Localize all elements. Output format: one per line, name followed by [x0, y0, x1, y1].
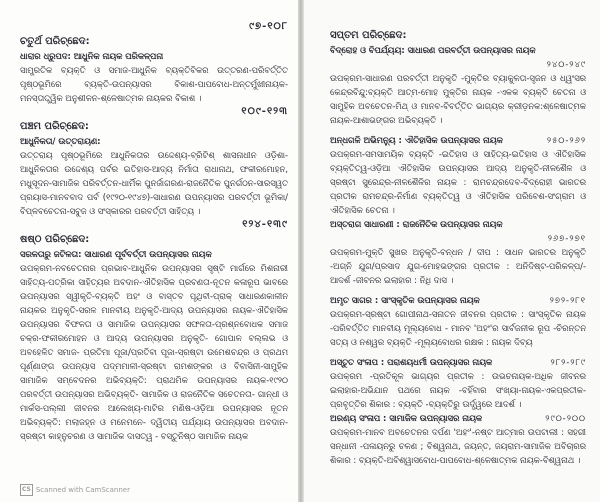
section-subtitle: ଅରଣ୍ୟ ସଂଳାପ : ସାମାଜିକ ଉପନ୍ୟାସର ନାୟକ: [330, 413, 483, 423]
page-range: ୧୨୪-୧୩୯: [242, 219, 288, 230]
watermark-text: Scanned with CamScanner: [35, 486, 130, 494]
page-range: ୨୬୭-୨୭୧: [547, 233, 586, 243]
page-range: ୨୭୨-୨୮୧: [549, 295, 586, 305]
scanner-watermark: [20, 478, 288, 496]
page-range: ୨୯୦-୨୦୦: [545, 413, 586, 423]
section-subtitle: ଅନ୍ଧଗଳି ଅଭିମନ୍ୟୁ : ଐତିହାସିକ ଉପନ୍ୟାସର ନାୟକ: [330, 135, 503, 145]
section-subtitle: ଅସ୍ତରାଗ ସାଧାରଣୀ : ରାଜନୈତିକ ଉପନ୍ୟାସର ନାୟକ: [330, 219, 503, 229]
section-subtitle: ଅମୃତ ସାଗର : ସାଂସ୍କୃତିକ ଉପନ୍ୟାସର ନାୟକ: [330, 295, 480, 305]
page-range: ୨୫୦-୨୬୨: [546, 135, 586, 145]
section-subtitle: ଧାରାର ଧ୍ରୁପଦ: ଆଧୁନିକ ନାୟକ ପରିକଳ୍ପନା: [20, 51, 164, 61]
section-body: ଉପକ୍ରମ-ସାଧାରଣ ପରବର୍ତ୍ତୀ ଅନୁକୃତି -ମୁକ୍ତିର ବ୍ୟାକୁଳତା-ସୃଜନ ଓ ଧ୍ୱଂସର କେନ୍ଦ୍ରବିନ୍ଦୁ:ବ୍ୟକ୍ତି ଆତ୍ମ-ମୋହ ମୁକ୍ତିର ନାୟକ -ଏକକ ବ୍ୟକ୍ତି ଚେତନା ଓ ସାମୁହିକ ଅବଚେତନ-ମିଥ୍ ଓ ମାନବ-ବିବର୍ତ୍ତିତ ଭାଗ୍ୟର କ୍ରୀଡ଼ନକ:ଶ୍ଳେଷାତ୍ମକ ନାୟକ-ଆଶାଭଙ୍ଗର ଅଭିବ୍ୟକ୍ତି ।: [330, 73, 586, 125]
page-range: ୧୦୯-୧୨୩: [241, 106, 288, 117]
page-range: ୨୮୨-୨୮୯: [550, 357, 586, 367]
section-body: ଉପକ୍ରମ-ମୁକ୍ତି ସୁଖର ଅନୁକୃତି-ବନ୍ଧନ / ଦୀପ : ସାଧନ ଭାରତର ଅନୁକୃତି -ଅଗ୍ନି ଯୁଗ/ପ୍ରସାଦ ଯୁଗ-ମୋହଭଙ୍ଗର ପ୍ରତୀକ : ଅନିଦିଷ୍ଟ-ପରିକଳ୍ପ/-ଆଦର୍ଶ -ଜୀବନର ଇଲାହାର : ନିଧି ଦାସ ।: [330, 247, 586, 285]
right-page-content: [330, 28, 586, 467]
left-page: [0, 0, 298, 502]
right-page: [304, 0, 600, 502]
section-subtitle: ସରଳତାରୁ ଜଟିଳତା: ସାଧାରଣ ପୂର୍ବବର୍ତ୍ତୀ ଉପନ୍ୟାସର ନାୟକ: [20, 249, 212, 259]
section-subtitle: ଆଧୁନିକତା/ ଉତ୍ତରାୟଣ:: [20, 136, 101, 146]
chapter-heading: ଷଷ୍ଠ ପରିଚ୍ଛେଦ:: [20, 234, 90, 245]
section-body: ଉପକ୍ରମ-ମାନବ ଅବଚେତନର ଦର୍ପଣ 'ଅହଂ'-ନଷ୍ଟ ଆତ୍ମାର ଉପଟାଲୀ : ସହଗୀ ସନ୍ଧାନୀ -ପଳାୟନରୁ ଚଳଣ ; ବିଶ୍ୱନାଥ, ଜୟନ୍ତ, ଜୟରାମ-ସାମାଜିକ ଅବିଚାରର ଶିକାର : ବ୍ୟକ୍ତି-ଅବିଶ୍ୱାସବୋଧ-ପାପବୋଧ-ଶ୍ଳେଷାତ୍ମକ ନାୟକ-ବିଶ୍ୱନାଥ ।: [330, 427, 586, 465]
camscanner-logo: CS: [20, 484, 33, 496]
section-subtitle: ଅସ୍ତୁତ ସଂଳାପ : ପରାଶୟଧର୍ମୀ ଉପନ୍ୟାସର ନାୟକ: [330, 357, 493, 367]
section-body: ଉପକ୍ରମ-ସ୍ରଷ୍ଟା ଗୋପୀନାଥ-ସନାତନ ଜୀବନର ପ୍ରତୀକ : ସାଂସ୍କୃତିକ ନାୟକ -ପରିବର୍ତ୍ତିତ ମାନବୀୟ ମୂଲ୍ୟବୋଧ - ମାନବ 'ଅହଂ'ର ସାର୍ବଜନୀକ ରୂପ -ଚିରନ୍ତନ ସତ୍ୟ ଓ ନଶ୍ୱର ବ୍ୟକ୍ତି -ମୂଲ୍ୟବୋଧର ରକ୍ଷକ : ନାୟକ ଦିବ୍ୟ: [330, 309, 586, 347]
left-page-content: [20, 20, 288, 443]
section-body: ଉପକ୍ରମ-ସମସାମୟିକ ବ୍ୟକ୍ତି -ଇତିହାସ ଓ ସାହିତ୍ୟ-ଇତିହାସ ଓ ଐତିହାସିକ ବ୍ୟକ୍ତିତ୍ୱ-ଓଡ଼ିଆ ଐତିହାସିକ ଉପନ୍ୟାସର ଆଦ୍ୟ ଅନୁକୃତି-ନୀଳଶୈଳ ଓ ସ୍ରଷ୍ଟା ସୁରେନ୍ଦ୍ର-ନୀଳଶୈଳିର ନାୟକ : ରାମଚନ୍ଦ୍ରଦେବ-ବିଦ୍ରୋହୀ ଭାରତର ପ୍ରତୀକ ରାମଚନ୍ଦ୍ର-ନିର୍ମାଣ ବ୍ୟକ୍ତିତ୍ୱ ଓ ଐତିହାସିକ ପରିବେଶ-ସଂଗ୍ରାମ ଓ ଐତିହାସିକ ଚେତନା ।: [330, 149, 586, 215]
chapter-heading: ଚତୁର୍ଥ ପରିଚ୍ଛେଦ:: [20, 36, 90, 47]
section-body: ସାମ୍ପ୍ରତିକ ବ୍ୟକ୍ତି ଓ ସମାଜ-ଆଧୁନିକ ବ୍ୟକ୍ତିବିକର ଉତ୍ତରଣ-ପରିବର୍ତ୍ତିତ ପୃଷ୍ଠଭୂମିରେ ବ୍ୟକ୍ତି-ଉପନ୍ୟାସର ବିକାଶ-ପାପବୋଧ-ଅନ୍ତର୍ମୁଖୀନାୟକ-ମନସ୍ତାତ୍ତ୍ୱିକ ଅନୁଶୀଳନ-ଶ୍ଳେଷାତ୍ମକ ନାୟକର ବିକାଶ ।: [20, 65, 288, 103]
page-range: ୯୭-୧୦୮: [249, 21, 288, 32]
section-body: ଉପକ୍ରମ -ପ୍ରତିକୂଳ ଭାଗ୍ୟର ପ୍ରତୀକ : ଉଭଚନାୟକ-ଅଧିକ ଜୀବନର ଇଲାହାର-ଅଭିଯାନ ପଥରେ ନାୟକ -ବହିଁବାର ସଂଖ୍ୟା-ନାୟକ-ଏକପ୍ରତୀକ-ପ୍ରବୃତ୍ତିର ଶିକାର : ବ୍ୟକ୍ତି -ବ୍ୟକ୍ତିରୁ ଊର୍ଦ୍ଧ୍ୱରେ ଆଦର୍ଶ ।: [330, 371, 586, 409]
chapter-heading: ସପ୍ତମ ପରିଚ୍ଛେଦ:: [330, 30, 407, 41]
chapter-heading: ପଞ୍ଚମ ପରିଚ୍ଛେଦ:: [20, 121, 89, 132]
page-range: ୨୪୦-୨୪୯: [546, 59, 586, 69]
section-body: ଉତ୍ତରାୟ ପୃଷ୍ଠଭୂମିରେ ଆଧୁନିକତାର ଉଦ୍ଦେଶ୍ୟ-ବ୍ରିଟିଶ୍ ଶାସନାଧୀନ ଓଡ଼ିଶା-ଆଧୁନିକତାର ଉଦ୍ଦେଶ୍ୟ ପର୍ବର ଇତିହାସ-ଆଦ୍ୟ ନିର୍ମାତା ରାଧାନାଥ, ଫକୀରମୋହନ, ମଧୁସୂଦନ-ସାମାଜିକ ପରିବର୍ତ୍ତନ-ଧାର୍ମିକ ପୁନର୍ଜାଗରଣ-ରାଜନୈତିକ ପୁନର୍ଗଠନ-ସାରସ୍ୱତ ପ୍ରୟାସ-ମାନବବାଦ ପର୍ବ (୧୯୨୦-୧୯୪୭)-ସାଧାରଣ ଉପନ୍ୟାସର ପରବର୍ତ୍ତୀ ଭୂମିକା/ ବିପ୍ଳବଚେତନା-ସବୁଜ ଓ ସଂସ୍କାରର ପରବର୍ତ୍ତୀ ସାହିତ୍ୟ ।: [20, 150, 288, 216]
section-subtitle: ବିଦ୍ରୋହ ଓ ବିପର୍ଯ୍ୟୟ: ସାଧାରଣ ପରବର୍ତ୍ତୀ ଉପନ୍ୟାସର ନାୟକ: [330, 45, 536, 55]
section-body: ଉପକ୍ରମ-ନବଚେତନାର ପ୍ରଭାବ-ଆଧୁନିକ ଉପନ୍ୟାସର ସୃଷ୍ଟି ମାର୍ଗରେ ମିଶନାରୀ ସାହିତ୍ୟ-ପତ୍ରିକା ସାହିତ୍ୟର ଅବଦାନ-ଐତିହାସିକ ପ୍ରବଣତା-ନୂତନ କଳାରୂପ ଭାବରେ ଉପନ୍ୟାସର ସ୍ୱୀକୃତି-ବ୍ୟକ୍ତି ଅହଂ ଓ ବାସ୍ତବ ପୃଥିବୀ-ପ୍ରାକ୍ ସାଧାରଣକାଳୀନ ନାୟକର ଅନୁକୃତି-ସରଳ ମାନବୀୟ ଅନୁକୃତି-ଆଦ୍ୟ ଉପନ୍ୟାସର ନାୟକ-ଐତିହାସିକ ଉପନ୍ୟାସର ବିଫଳତା ଓ ସାମାଜିକ ଉପନ୍ୟାସର ସଫଳତା-ପ୍ରଶ୍ନବୋଧକ ସମାଜ ଚକ୍ର-ଫକୀରମୋହନ ଓ ଆଦ୍ୟ ଉପନ୍ୟାସର ଅନୁକୃତି- ଗୋପାଳ ବଲ୍ଲଭ ଓ ଅବହେଳିତ ସମାଜ- ପ୍ରତିମା ପୂଜା/ପ୍ରତିବା ପୂଜା-ସ୍ରଷ୍ଟା ଉମେଶଚନ୍ଦ୍ର ଓ ପ୍ରଥମ ପୂର୍ଣ୍ଣାଙ୍ଗ ଉପନ୍ୟାସ ପଦ୍ମମାଳୀ-ସ୍ରଷ୍ଟା ରାମଶଙ୍କର ଓ ବିବାସିନୀ-ସାମୁହିକ ସାମାଜିକ ସମ୍ବେଦନର ଅଭିବ୍ୟକ୍ତି: ପ୍ରାଥମିକ ଉପନ୍ୟାସର ନାୟକ-୧୯୨୦ ପରବର୍ତ୍ତୀ ଉପନ୍ୟାସର ଅଭିବ୍ୟକ୍ତି- ସାମାଜିକ ଓ ରାଜନୈତିକ ସଚେତନତା- ଗାନ୍ଧୀ ଓ ମାର୍କସ-ପଲ୍ଲୀ ଜୀବନର ଆଲେଖ୍ୟ-ମାଟିର ମଣିଷ-ଓଡ଼ିଆ ଉପନ୍ୟାସର ନୂତନ ଅଭିବ୍ୟକ୍ତି: ମଲାଜହ୍ନ ଓ ମନେମନେ- ଦ୍ୱିତୀୟ ପର୍ଯ୍ୟାୟ ଉପନ୍ୟାସର ଅବଦାନ- ସ୍ରଷ୍ଟା କାହ୍ନୁଚରଣ ଓ ସାମାଜିକ ଦାସତ୍ୱ - ବସ୍ତୁନିଷ୍ଠ ସାମାଜିକ ନାୟକ: [20, 263, 288, 441]
